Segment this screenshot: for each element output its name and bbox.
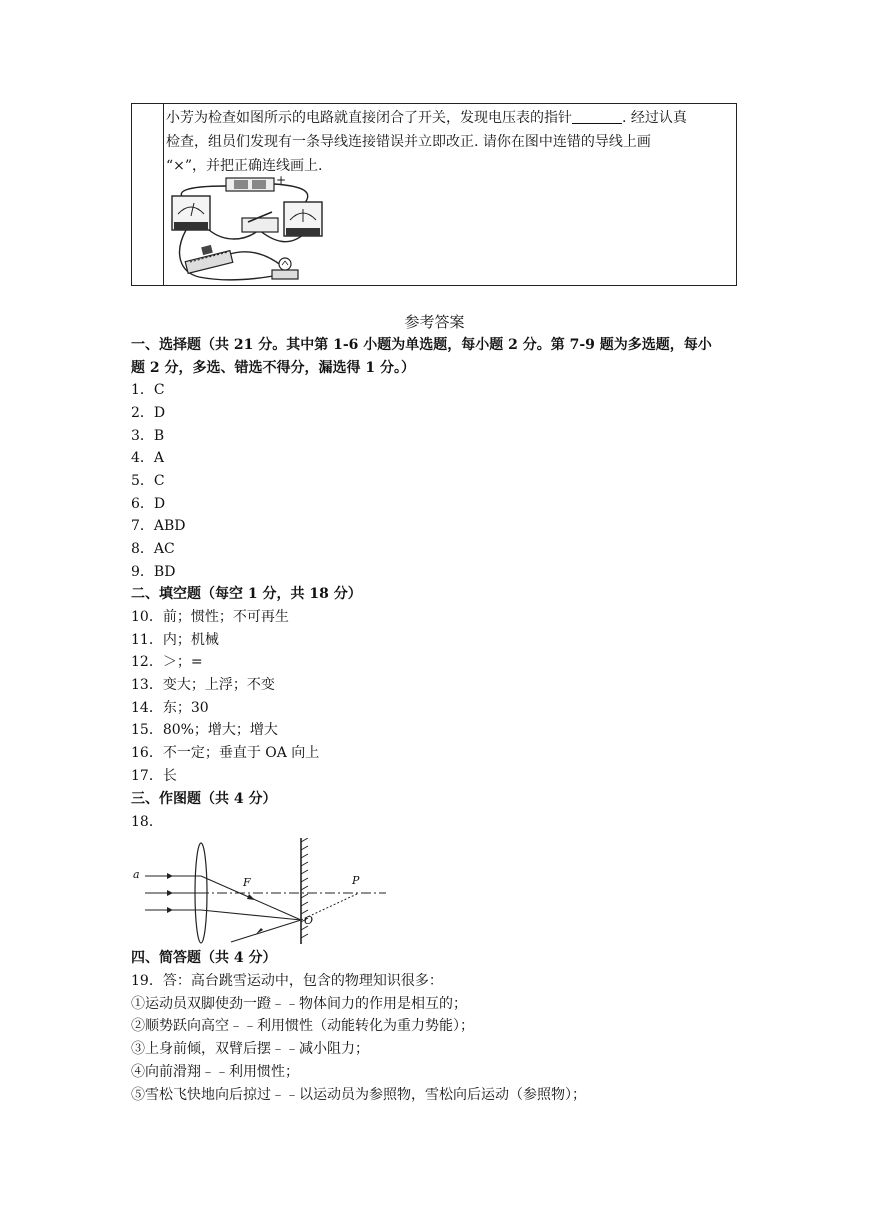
question-line-1-end: . 经过认真 [622, 110, 687, 126]
section-3-heading: 三、作图题（共 4 分） [131, 791, 277, 807]
battery-icon [221, 173, 286, 192]
svg-text:+: + [276, 173, 287, 187]
answer-line: 6．D [131, 496, 166, 512]
answer-line: 18． [131, 814, 163, 830]
question-line-2: 检查，组员们发现有一条导线连接错误并立即改正. 请你在图中连错的导线上画 [166, 134, 651, 150]
ammeter-icon [172, 196, 210, 230]
label-F: F [243, 876, 251, 889]
label-P: P [352, 874, 360, 887]
question-text [166, 106, 734, 178]
answer-line: 10．前；惯性；不可再生 [131, 609, 289, 625]
answer-line: ⑤雪松飞快地向后掠过﹣﹣以运动员为参照物，雪松向后运动（参照物）； [131, 1087, 586, 1103]
svg-text:-: - [221, 179, 225, 192]
answer-line: 4．A [131, 450, 165, 466]
answer-line: 11．内；机械 [131, 632, 219, 648]
section-1-heading: 一、选择题（共 21 分。其中第 1-6 小题为单选题，每小题 2 分。第 7-9 题为多选题，每小 [131, 337, 712, 353]
section-2-heading: 二、填空题（每空 1 分，共 18 分） [131, 586, 362, 602]
answer-line: 15．80%；增大；增大 [131, 722, 278, 738]
answer-line: 1．C [131, 382, 165, 398]
answer-line: 13．变大；上浮；不变 [131, 677, 275, 693]
answer-line: 17．长 [131, 768, 177, 784]
label-a: a [133, 868, 140, 881]
voltmeter-icon [284, 202, 322, 236]
answer-line: ②顺势跃向高空﹣﹣利用惯性（动能转化为重力势能）； [131, 1018, 474, 1034]
answer-line: 9．BD [131, 564, 176, 580]
answer-line: 2．D [131, 405, 166, 421]
question-number-cell [132, 104, 164, 285]
answer-line: 14．东；30 [131, 700, 209, 716]
answer-line: 5．C [131, 473, 165, 489]
rheostat-icon [185, 245, 233, 273]
answer-line: 7．ABD [131, 518, 186, 534]
optics-diagram [131, 838, 387, 946]
answer-blank [572, 109, 622, 124]
answer-line: ④向前滑翔﹣﹣利用惯性； [131, 1064, 299, 1080]
answer-line: 3．B [131, 428, 165, 444]
answer-line: 16．不一定；垂直于 OA 向上 [131, 745, 320, 761]
section-4-heading: 四、简答题（共 4 分） [131, 950, 277, 966]
answer-line: 12．＞；= [131, 654, 203, 670]
answer-line: ①运动员双脚使劲一蹬﹣﹣物体间力的作用是相互的； [131, 996, 467, 1012]
question-line-3: “×”，并把正确连线画上. [166, 158, 323, 174]
section-1-heading-cont: 题 2 分，多选、错选不得分，漏选得 1 分。） [131, 360, 415, 376]
answer-title: 参考答案 [404, 313, 465, 331]
question-line-1: 小芳为检查如图所示的电路就直接闭合了开关，发现电压表的指针 [166, 110, 572, 126]
answer-line: 8．AC [131, 541, 175, 557]
switch-icon [242, 212, 278, 232]
label-O: O [304, 914, 314, 927]
answer-line: 19．答：高台跳雪运动中，包含的物理知识很多： [131, 973, 443, 989]
answer-line: ③上身前倾，双臂后摆﹣﹣减小阻力； [131, 1041, 369, 1057]
mirror-icon [301, 838, 308, 944]
circuit-diagram [164, 172, 324, 286]
